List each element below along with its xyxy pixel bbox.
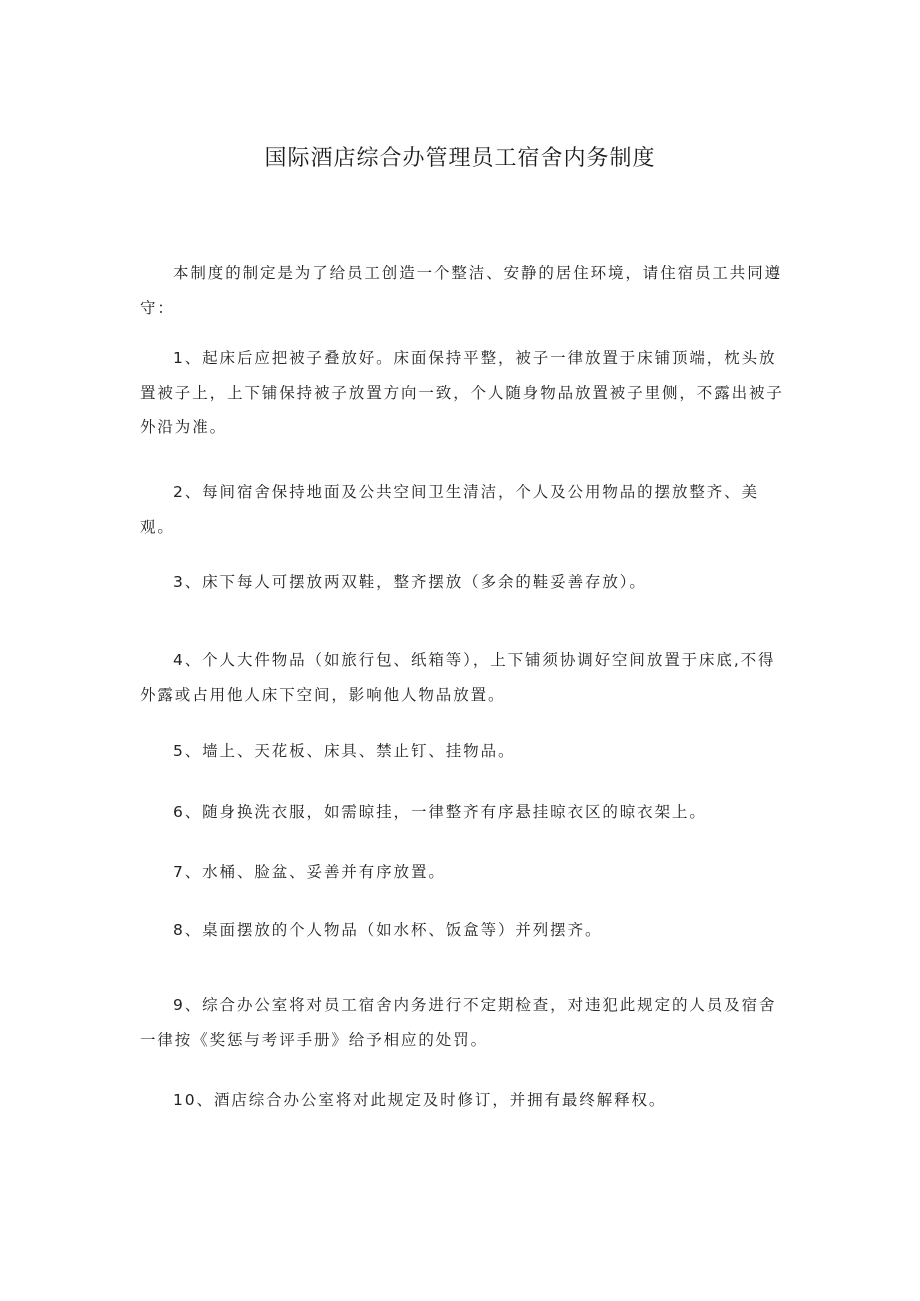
rule-9: 9、综合办公室将对员工宿舍内务进行不定期检查，对违犯此规定的人员及宿舍一律按《奖惩与考评手册》给予相应的处罚。 xyxy=(140,996,777,1049)
rule-1: 1、起床后应把被子叠放好。床面保持平整，被子一律放置于床铺顶端，枕头放置被子上，上下铺保持被子放置方向一致，个人随身物品放置被子里侧，不露出被子外沿为准。 xyxy=(140,349,784,436)
rule-5: 5、墙上、天花板、床具、禁止钉、挂物品。 xyxy=(173,742,516,760)
rule-2: 2、每间宿舍保持地面及公共空间卫生清洁，个人及公用物品的摆放整齐、美观。 xyxy=(140,483,759,536)
intro-paragraph: 本制度的制定是为了给员工创造一个整洁、安静的居住环境，请住宿员工共同遵守： xyxy=(140,264,783,317)
rule-4: 4、个人大件物品（如旅行包、纸箱等），上下铺须协调好空间放置于床底,不得外露或占用他人床下空间，影响他人物品放置。 xyxy=(140,651,776,704)
rule-8: 8、桌面摆放的个人物品（如水杯、饭盒等）并列摆齐。 xyxy=(173,921,603,939)
document-title: 国际酒店综合办管理员工宿舍内务制度 xyxy=(264,146,656,171)
rule-6: 6、随身换洗衣服，如需晾挂，一律整齐有序悬挂晾衣区的晾衣架上。 xyxy=(173,803,707,821)
rule-7: 7、水桶、脸盆、妥善并有序放置。 xyxy=(173,863,446,881)
rule-3: 3、床下每人可摆放两双鞋，整齐摆放（多余的鞋妥善存放）。 xyxy=(173,573,647,591)
rule-10: 10、酒店综合办公室将对此规定及时修订，并拥有最终解释权。 xyxy=(173,1091,667,1109)
